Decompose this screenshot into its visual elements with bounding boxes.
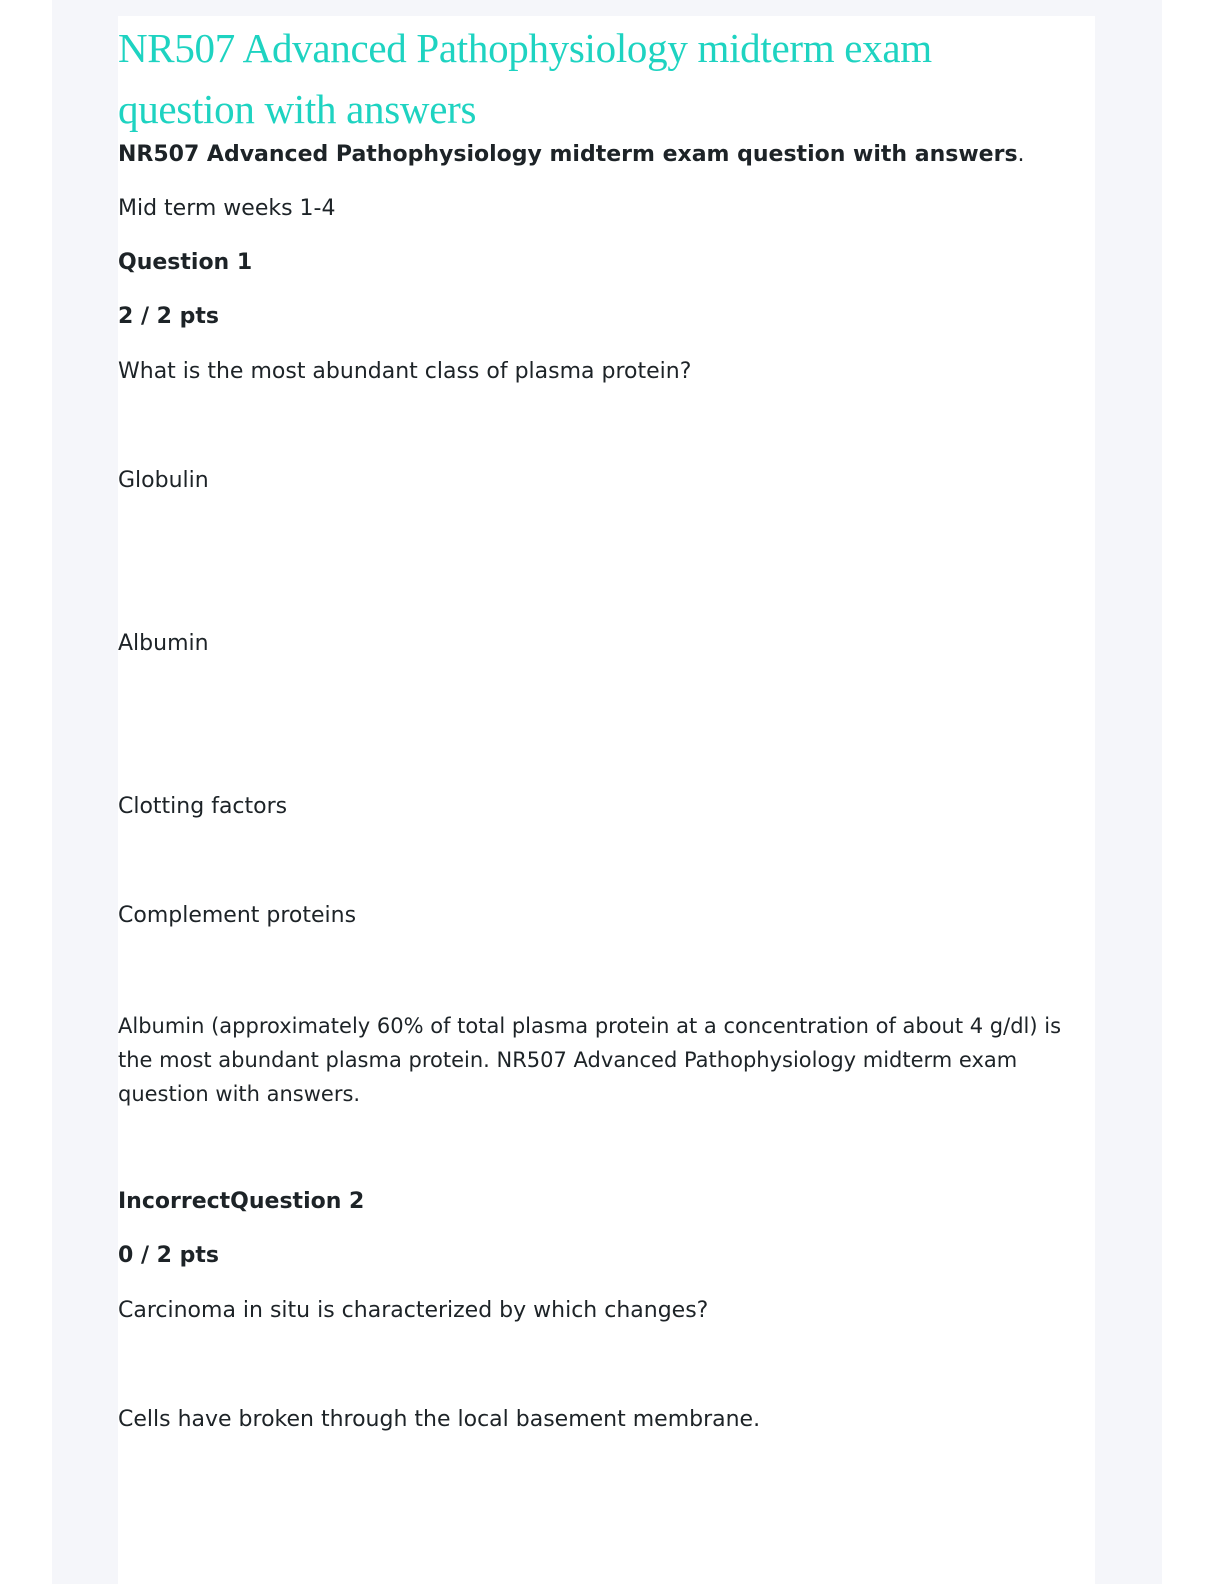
document-title: NR507 Advanced Pathophysiology midterm exam question with answers: [118, 25, 932, 132]
document-subtitle: [118, 138, 1025, 172]
subtitle-text: NR507 Advanced Pathophysiology midterm exam question with answers: [118, 142, 1018, 167]
section-label: Mid term weeks 1-4: [118, 196, 336, 221]
subtitle-punctuation: .: [1017, 142, 1025, 167]
question-1-option-4[interactable]: Complement proteins: [118, 903, 357, 928]
question-1-score: 2 / 2 pts: [118, 304, 219, 329]
question-2-option-1[interactable]: Cells have broken through the local basement membrane.: [118, 1407, 761, 1432]
question-1-option-2[interactable]: Albumin: [118, 631, 209, 656]
question-2-label: IncorrectQuestion 2: [118, 1189, 365, 1214]
question-1-option-1[interactable]: Globulin: [118, 468, 209, 493]
question-1-option-3[interactable]: Clotting factors: [118, 794, 288, 819]
question-2-score: 0 / 2 pts: [118, 1243, 219, 1268]
question-1-prompt: What is the most abundant class of plasma protein?: [118, 359, 692, 384]
question-2-prompt: Carcinoma in situ is characterized by which changes?: [118, 1298, 709, 1323]
question-1-label: Question 1: [118, 250, 253, 275]
question-1-explanation: Albumin (approximately 60% of total plasma protein at a concentration of about 4 g/dl) is the most abundant plasma protein. NR507 Advanced Pathophysiology midterm exam question with answers.: [118, 1014, 1062, 1106]
